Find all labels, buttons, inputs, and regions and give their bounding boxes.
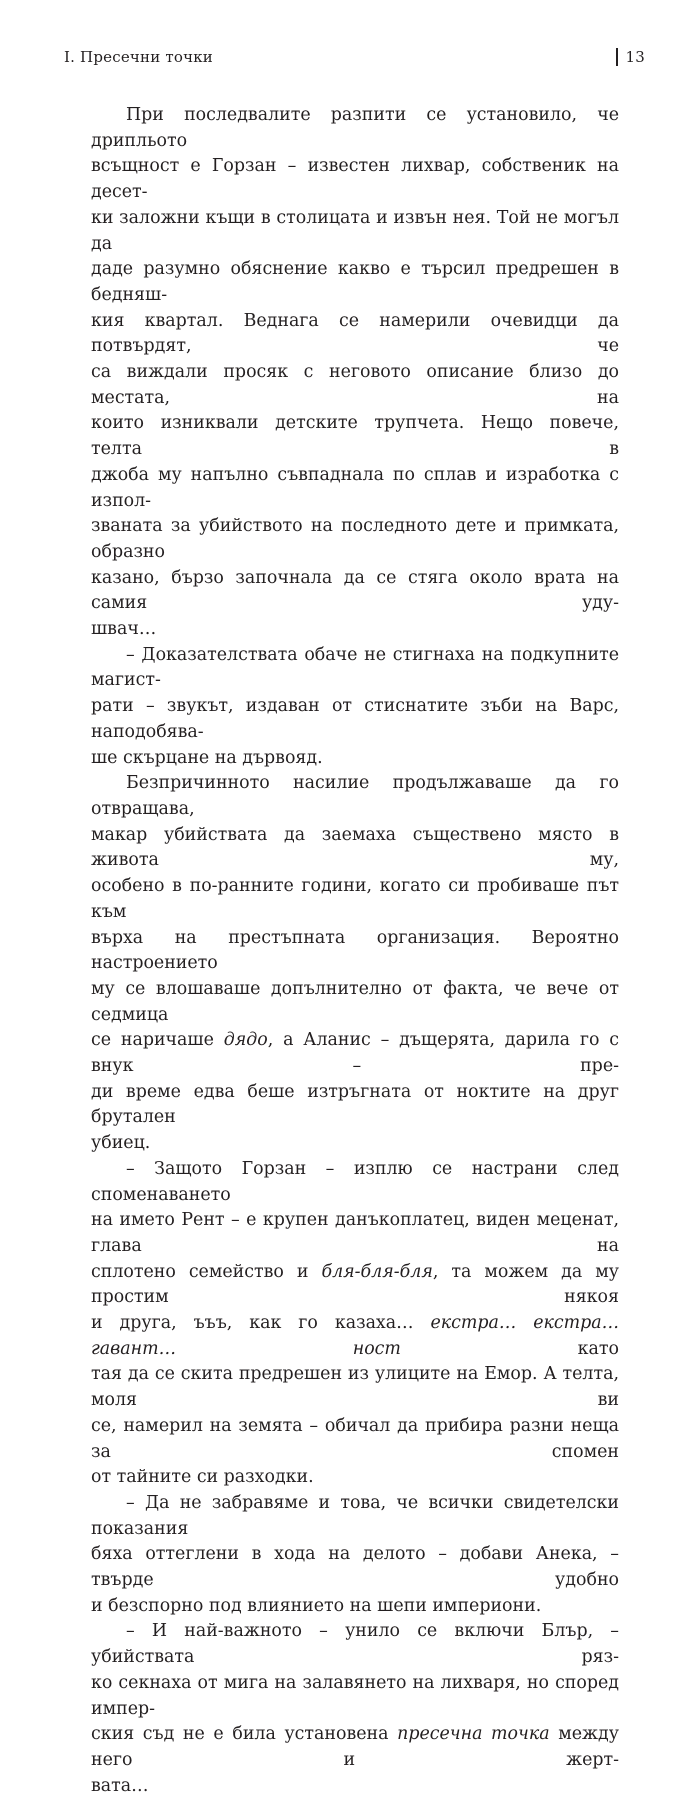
paragraph	[91, 643, 619, 772]
body-text	[91, 103, 619, 1799]
separator-bar	[616, 48, 618, 66]
text-line: ския съд не е била установена пресечна точка между него и жерт-	[91, 1724, 619, 1770]
text-line: званата за убийството на последното дете и примката, образно	[91, 516, 619, 562]
text-line: върха на престъпната организация. Вероятно настроението	[91, 927, 619, 974]
text-line: бяха оттеглени в хода на делото – добави Анека, – твърде удобно	[91, 1544, 619, 1591]
text-line: – Доказателствата обаче не стигнаха на подкупните магист-	[91, 644, 619, 691]
text-line: макар убийствата да заемаха съществено място в живота му,	[91, 824, 619, 871]
text-line: и безспорно под влиянието на шепи империони.	[91, 1595, 542, 1616]
text-line: даде разумно обяснение какво е търсил предрешен в бедняш-	[91, 259, 619, 305]
italic-text: бля-бля-бля	[321, 1261, 433, 1282]
text-line: ки заложни къщи в столицата и извън нея. Той не могъл да	[91, 207, 619, 254]
text-line: сплотено семейство и бля-бля-бля, та можем да му простим някоя	[91, 1261, 620, 1308]
paragraph	[91, 1619, 619, 1799]
text-line: и друга, ъъъ, как го казаха… екстра… екстра… гавант… ност като	[91, 1313, 620, 1359]
text-line: са виждали просяк с неговото описание близо до местата, на	[91, 362, 619, 408]
text-line: швач…	[91, 619, 157, 640]
text-line: му се влошаваше допълнително от факта, че вече от седмица	[91, 978, 619, 1025]
text-line: тая да се скита предрешен из улиците на Емор. А телта, моля ви	[91, 1364, 619, 1411]
text-line: убиец.	[91, 1133, 151, 1154]
italic-text: пресечна точка	[397, 1724, 550, 1745]
italic-text: дядо	[223, 1030, 268, 1051]
text-line: вата…	[91, 1775, 149, 1796]
text-line: Безпричинното насилие продължаваше да го отвращава,	[91, 773, 619, 819]
text-line: особено в по-ранните години, когато си пробиваше път към	[91, 876, 619, 922]
chapter-title: I. Пресечни точки	[64, 48, 213, 66]
running-header	[64, 44, 645, 70]
paragraph	[91, 1157, 619, 1491]
text-line: – Защото Горзан – изплю се настрани след споменаването	[91, 1158, 619, 1205]
text-line: се, намерил на земята – обичал да прибира разни неща за спомен	[91, 1415, 619, 1462]
text-line: всъщност е Горзан – известен лихвар, собственик на десет-	[91, 156, 619, 203]
text-line: рати – звукът, издаван от стиснатите зъби на Варс, наподобява-	[91, 696, 619, 742]
text-line: ди време едва беше изтръгната от ноктите на друг брутален	[91, 1081, 619, 1128]
text-line: които изниквали детските трупчета. Нещо повече, телта в	[91, 413, 619, 460]
paragraph	[91, 103, 619, 643]
text-line: – Да не забравяме и това, че всички свидетелски показания	[91, 1492, 619, 1539]
page-number: 13	[625, 48, 645, 66]
text-line: – И най-важното – унило се включи Блър, – убийствата ряз-	[91, 1621, 619, 1668]
text-line: се наричаше дядо, а Аланис – дъщерята, дарила го с внук – пре-	[91, 1030, 619, 1077]
text-line: При последвалите разпити се установило, че дрипльото	[91, 105, 619, 151]
text-line: ше скърцане на дървояд.	[91, 747, 323, 768]
text-line: на името Рент – е крупен данъкоплатец, виден меценат, глава на	[91, 1210, 619, 1256]
paragraph	[91, 771, 619, 1157]
text-line: джоба му напълно съвпаднала по сплав и изработка с изпол-	[91, 464, 619, 511]
text-line: казано, бързо започнала да се стяга около врата на самия уду-	[91, 567, 619, 614]
text-line: от тайните си разходки.	[91, 1467, 314, 1488]
text-line: ко секнаха от мига на залавянето на лихваря, но според импер-	[91, 1672, 619, 1719]
page-number-group	[616, 48, 645, 66]
text-line: кия квартал. Веднага се намерили очевидци да потвърдят, че	[91, 310, 619, 357]
italic-text: екстра… екстра… гавант… ност	[91, 1313, 620, 1359]
paragraph	[91, 1491, 619, 1620]
